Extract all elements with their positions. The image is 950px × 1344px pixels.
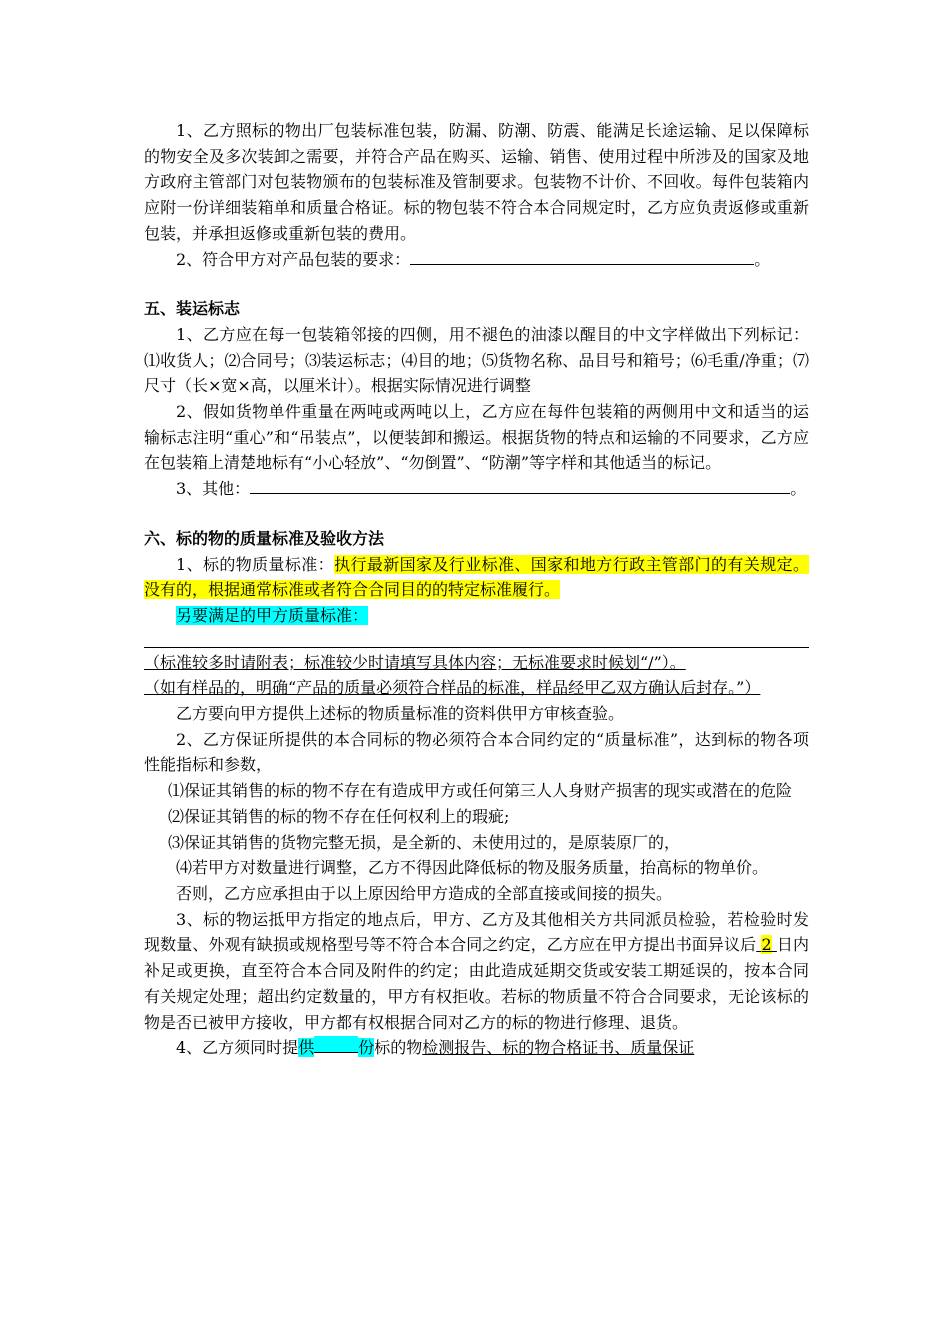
extra-standard-line: [144, 603, 809, 629]
section5-title: 五、装运标志: [144, 299, 241, 319]
guarantee-item-4: ⑷若甲方对数量进行调整，乙方不得因此降低标的物及服务质量，抬高标的物单价。: [176, 858, 769, 878]
quality-standard-highlight-a: 执行最新国家及行业标准、国家和地方行政主管部门: [334, 554, 712, 574]
extra-standard-blank[interactable]: [144, 629, 809, 648]
clause-4-documents: 检测报告、标的物合格证书、质量保证: [422, 1038, 695, 1058]
section5-clause-2: 2、假如货物单件重量在两吨或两吨以上，乙方应在每件包装箱的两侧用中文和适当的运输标志注明“重心”和“吊装点”，以便装卸和搬运。根据货物的特点和运输的不同要求，乙方应在包装箱上清楚地标有“小心轻放”、“勿倒置”、“防潮”等字样和其他适当的标记。: [144, 402, 809, 473]
section6-clause-2: 2、乙方保证所提供的本合同标的物必须符合本合同约定的“质量标准”，达到标的物各项性能指标和参数，: [144, 729, 809, 775]
section6-title: 六、标的物的质量标准及验收方法: [144, 528, 385, 548]
section5-clause-3-end: 。: [790, 479, 807, 499]
section6-clause-1: [144, 552, 809, 603]
section6-clause-4: [144, 1035, 809, 1061]
section6-clause-1-label: 1、标的物质量标准：: [176, 554, 335, 574]
packaging-clause-1: 1、乙方照标的物出厂包装标准包装，防漏、防潮、防震、能满足长途运输、足以保障标的物安全及多次装卸之需要，并符合产品在购买、运输、销售、使用过程中所涉及的国家及地方政府主管部门对包装物颁布的包装标准及管制要求。包装物不计价、不回收。每件包装箱内应附一份详细装箱单和质量合格证。标的物包装不符合本合同规定时，乙方应负责返修或重新包装，并承担返修或重新包装的费用。: [144, 121, 809, 243]
section5-clause-3-label: 3、其他：: [176, 479, 251, 499]
shipping-other-blank[interactable]: [250, 477, 790, 494]
clause-4-text-a: 4、乙方须同时提: [176, 1038, 299, 1058]
standard-note-1: （标准较多时请附表；标准较少时请填写具体内容；无标准要求时候划“/”）。: [144, 652, 686, 672]
report-copies-blank[interactable]: [314, 1036, 358, 1053]
section5-clause-3: [144, 476, 809, 502]
guarantee-item-3: ⑶保证其销售的货物完整无损，是全新的、未使用过的，是原装原厂的，: [168, 832, 681, 852]
contract-page: [144, 118, 809, 1061]
guarantee-item-1: ⑴保证其销售的标的物不存在有造成甲方或任何第三人人身财产损害的现实或潜在的危险: [168, 781, 793, 801]
extra-standard-label: 另要满足的甲方质量标准：: [176, 605, 369, 625]
clause-4-highlight-a: 供: [298, 1038, 315, 1058]
clause-4-text-b: 标的物: [374, 1038, 423, 1058]
quality-review-text: 乙方要向甲方提供上述标的物质量标准的资料供甲方审核查验。: [176, 704, 625, 724]
guarantee-item-2: ⑵保证其销售的标的物不存在任何权利上的瑕疵;: [168, 806, 510, 826]
inspection-text-b: 日内补足或更换，直至符合本合同及附件的约定；由此造成延期交货或安装工期延误的，按本合同有关规定处理；超出约定数量的，甲方有权拒收。若标的物质量不符合合同要求，无论该标的物是否已被甲方接收，甲方都有权根据合同对乙方的标的物进行修理、退货。: [144, 935, 809, 1032]
quality-standard-highlight-b: 的有关规定。没有的，根据通常标准或者符合合同目的的特定标准履行。: [144, 554, 809, 600]
packaging-clause-2-end: 。: [754, 249, 771, 269]
section5-clause-1: 1、乙方应在每一包装箱邻接的四侧，用不褪色的油漆以醒目的中文字样做出下列标记：⑴收货人；⑵合同号；⑶装运标志；⑷目的地；⑸货物名称、品目号和箱号；⑹毛重/净重；⑺尺寸（长×宽×高，以厘米计）。根据实际情况进行调整: [144, 324, 809, 396]
packaging-clause-2-label: 2、符合甲方对产品包装的要求：: [176, 249, 411, 269]
section6-clause-3: [144, 907, 809, 1036]
packaging-clause-2: [144, 247, 809, 273]
replacement-days-field[interactable]: [756, 935, 777, 954]
packaging-requirement-blank[interactable]: [410, 248, 754, 265]
clause-4-highlight-b: 份: [358, 1038, 375, 1058]
inspection-text-a: 3、标的物运抵甲方指定的地点后，甲方、乙方及其他相关方共同派员检验，若检验时发现数量、外观有缺损或规格型号等不符合本合同之约定，乙方应在甲方提出书面异议后: [144, 909, 809, 955]
standard-note-2: （如有样品的，明确“产品的质量必须符合样品的标准，样品经甲乙双方确认后封存。”）: [144, 678, 761, 698]
liability-text: 否则，乙方应承担由于以上原因给甲方造成的全部直接或间接的损失。: [176, 883, 673, 903]
replacement-days-value: 2: [761, 935, 772, 955]
